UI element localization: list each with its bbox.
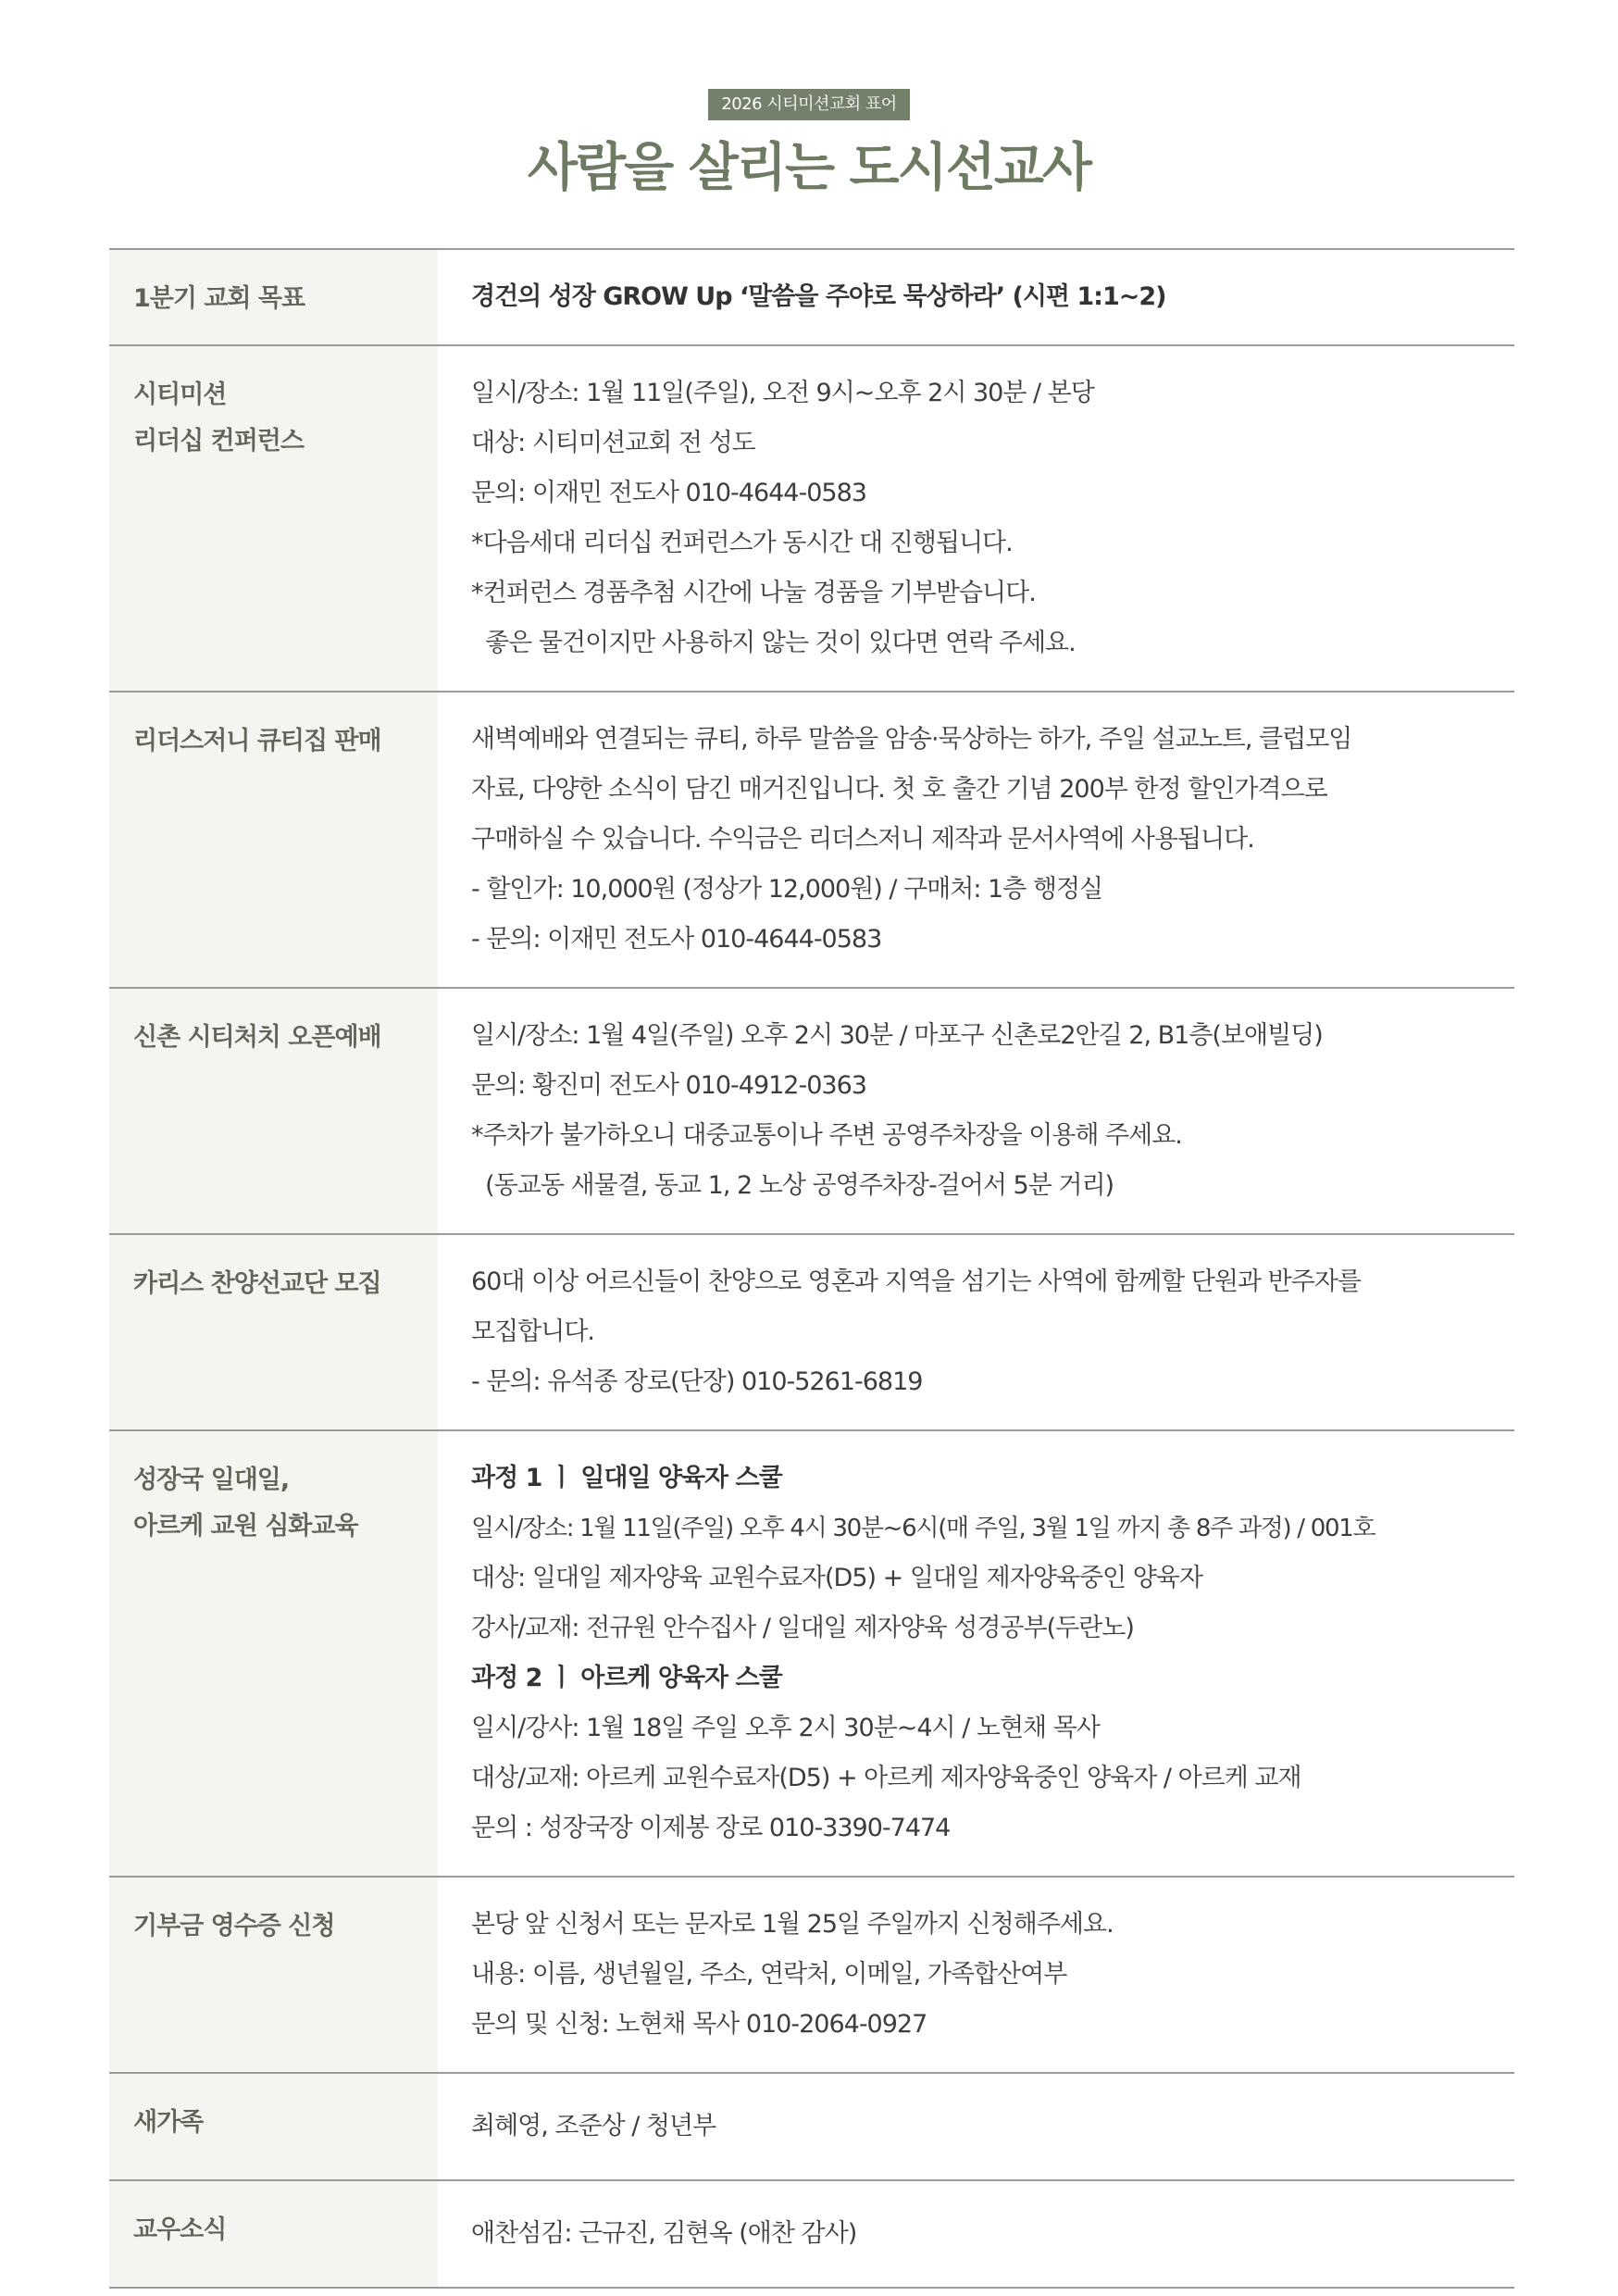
row-label	[109, 989, 438, 1233]
notice-row-new-family	[109, 2074, 1514, 2181]
row-label	[109, 1235, 438, 1429]
row-label-text: 신촌 시티처치 오픈예배	[133, 1023, 381, 1052]
content-line: 좋은 물건이지만 사용하지 않는 것이 있다면 연락 주세요.	[471, 629, 1076, 657]
notice-table	[109, 248, 1514, 2289]
page-title: 사람을 살리는 도시선교사	[527, 138, 1091, 198]
row-label-text: 아르케 교원 심화교육	[133, 1512, 358, 1541]
content-line: 대상: 일대일 제자양육 교원수료자(D5) + 일대일 제자양육중인 양육자	[471, 1564, 1202, 1592]
notice-row-growth-training	[109, 1431, 1514, 1878]
content-line: - 할인가: 10,000원 (정상가 12,000원) / 구매처: 1층 행정실	[471, 875, 1103, 904]
row-label-text: 리더스저니 큐티집 판매	[133, 727, 381, 755]
row-label	[109, 1431, 438, 1876]
row-label-text: 교우소식	[133, 2215, 227, 2244]
row-label-text: 리더십 컨퍼런스	[133, 427, 304, 455]
content-line: 문의 및 신청: 노현채 목사 010-2064-0927	[471, 2010, 927, 2039]
content-line: 대상: 시티미션교회 전 성도	[471, 429, 755, 457]
content-line: 새벽예배와 연결되는 큐티, 하루 말씀을 암송·묵상하는 하가, 주일 설교노트, 클럽모임	[471, 725, 1352, 754]
notice-row-charis-choir-recruit	[109, 1235, 1514, 1431]
content-line: 문의: 황진미 전도사 010-4912-0363	[471, 1071, 866, 1100]
content-line: 본당 앞 신청서 또는 문자로 1월 25일 주일까지 신청해주세요.	[471, 1910, 1114, 1939]
content-line: 최혜영, 조준상 / 청년부	[471, 2112, 716, 2140]
row-label	[109, 693, 438, 987]
content-line: 문의 : 성장국장 이제봉 장로 010-3390-7474	[471, 1814, 951, 1842]
content-line: 구매하실 수 있습니다. 수익금은 리더스저니 제작과 문서사역에 사용됩니다.	[471, 825, 1254, 854]
content-line: 애찬섬김: 근규진, 김현옥 (애찬 감사)	[471, 2219, 857, 2248]
row-content	[438, 2181, 1514, 2287]
content-line: - 문의: 이재민 전도사 010-4644-0583	[471, 925, 882, 954]
row-content	[438, 693, 1514, 987]
content-line: 내용: 이름, 생년월일, 주소, 연락처, 이메일, 가족합산여부	[471, 1960, 1067, 1989]
row-content	[438, 1878, 1514, 2072]
course-1-title: 과정 1 ㅣ 일대일 양육자 스쿨	[471, 1464, 782, 1492]
row-label-text: 카리스 찬양선교단 모집	[133, 1269, 381, 1298]
motto-badge: 2026 시티미션교회 표어	[708, 89, 909, 120]
row-content	[438, 346, 1514, 691]
row-label	[109, 346, 438, 691]
notice-row-member-news	[109, 2181, 1514, 2289]
page-header	[0, 89, 1618, 204]
row-label-text: 1분기 교회 목표	[133, 284, 305, 313]
notice-row-qt-book-sale	[109, 693, 1514, 989]
row-label	[109, 250, 438, 344]
row-label-text: 기부금 영수증 신청	[133, 1912, 335, 1940]
content-line: *컨퍼런스 경품추첨 시간에 나눌 경품을 기부받습니다.	[471, 579, 1036, 607]
goal-text: 경건의 성장 GROW Up ‘말씀을 주야로 묵상하라’ (시편 1:1~2)	[471, 282, 1166, 311]
row-label	[109, 2181, 438, 2287]
row-label-text: 새가족	[133, 2108, 204, 2137]
content-line: (동교동 새물결, 동교 1, 2 노상 공영주차장-걸어서 5분 거리)	[471, 1171, 1114, 1200]
content-line: 60대 이상 어르신들이 찬양으로 영혼과 지역을 섬기는 사역에 함께할 단원과 반주자를	[471, 1267, 1361, 1296]
row-label-text: 성장국 일대일,	[133, 1466, 290, 1494]
row-content	[438, 1235, 1514, 1429]
row-content	[438, 989, 1514, 1233]
notice-row-donation-receipt	[109, 1878, 1514, 2074]
content-line: 대상/교재: 아르케 교원수료자(D5) + 아르케 제자양육중인 양육자 / 아르케 교재	[471, 1764, 1301, 1792]
row-label	[109, 2074, 438, 2179]
row-content	[438, 1431, 1514, 1876]
content-line: 자료, 다양한 소식이 담긴 매거진입니다. 첫 호 출간 기념 200부 한정 할인가격으로	[471, 775, 1327, 804]
content-line: - 문의: 유석종 장로(단장) 010-5261-6819	[471, 1367, 923, 1396]
content-line: 일시/강사: 1월 18일 주일 오후 2시 30분~4시 / 노현채 목사	[471, 1714, 1100, 1742]
row-label	[109, 1878, 438, 2072]
row-content	[438, 250, 1514, 344]
content-line: *다음세대 리더십 컨퍼런스가 동시간 대 진행됩니다.	[471, 529, 1013, 557]
content-line: 강사/교재: 전규원 안수집사 / 일대일 제자양육 성경공부(두란노)	[471, 1614, 1134, 1642]
row-content	[438, 2074, 1514, 2179]
content-line: 일시/장소: 1월 11일(주일), 오전 9시~오후 2시 30분 / 본당	[471, 379, 1094, 407]
notice-row-leadership-conference	[109, 346, 1514, 693]
content-line: 모집합니다.	[471, 1317, 594, 1346]
content-line: 일시/장소: 1월 4일(주일) 오후 2시 30분 / 마포구 신촌로2안길 2, B1층(보애빌딩)	[471, 1021, 1323, 1050]
notice-row-sinchon-open-worship	[109, 989, 1514, 1235]
content-line: 일시/장소: 1월 11일(주일) 오후 4시 30분~6시(매 주일, 3월 1일 까지 총 8주 과정) / 001호	[471, 1515, 1375, 1542]
content-line: *주차가 불가하오니 대중교통이나 주변 공영주차장을 이용해 주세요.	[471, 1121, 1182, 1150]
row-label-text: 시티미션	[133, 381, 227, 409]
notice-row-quarter-goal	[109, 250, 1514, 346]
course-2-title: 과정 2 ㅣ 아르케 양육자 스쿨	[471, 1664, 782, 1692]
content-line: 문의: 이재민 전도사 010-4644-0583	[471, 479, 866, 507]
